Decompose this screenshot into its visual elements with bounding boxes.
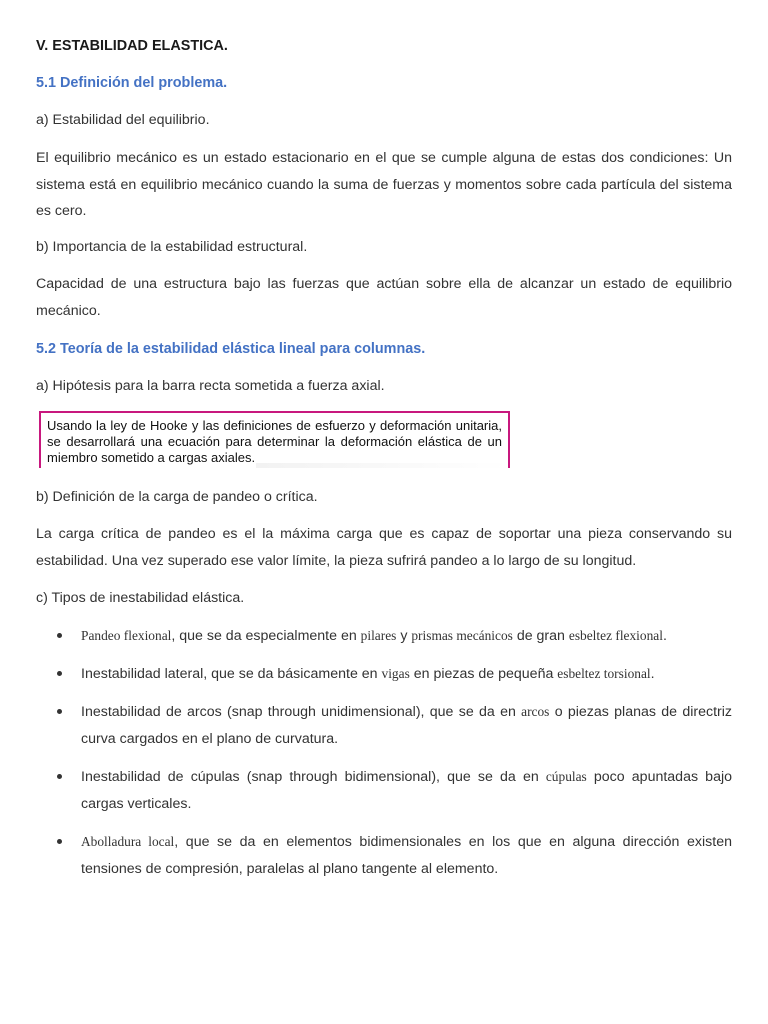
embedded-text-image bbox=[39, 411, 510, 468]
subheading-hypothesis: a) Hipótesis para la barra recta sometida a fuerza axial. bbox=[36, 378, 385, 394]
embedded-image-text: Usando la ley de Hooke y las definiciones de esfuerzo y deformación unitaria, se desarrollará una ecuación para determinar la deformación elástica de un miembro sometido a cargas axiales. bbox=[47, 418, 502, 465]
list-text: Inestabilidad de cúpulas (snap through bidimensional), que se da en bbox=[81, 769, 546, 785]
list-item bbox=[36, 828, 732, 883]
link-prismas-mecanicos[interactable]: prismas mecánicos bbox=[411, 628, 513, 643]
list-text: . bbox=[662, 628, 667, 644]
paragraph-structural-capacity: Capacidad de una estructura bajo las fuerzas que actúan sobre ella de alcanzar un estado de equilibrio mecánico. bbox=[36, 276, 732, 319]
list-item bbox=[36, 622, 732, 650]
section-heading-5-1: 5.1 Definición del problema. bbox=[36, 75, 228, 91]
link-esbeltez-flexional[interactable]: esbeltez flexional bbox=[568, 628, 663, 643]
bullet-icon bbox=[57, 774, 62, 779]
bullet-icon bbox=[57, 633, 62, 638]
list-item bbox=[36, 698, 732, 753]
list-text: Inestabilidad de arcos (snap through unidimensional), que se da en bbox=[81, 704, 522, 720]
bullet-icon bbox=[57, 709, 62, 714]
paragraph-critical-load: La carga crítica de pandeo es el la máxima carga que es capaz de soportar una pieza conservando su estabilidad. Una vez superado ese valor límite, la pieza sufrirá pandeo a lo largo de su longitud. bbox=[36, 526, 732, 569]
section-heading-5-2: 5.2 Teoría de la estabilidad elástica lineal para columnas. bbox=[36, 341, 426, 357]
subheading-stability-equilibrium: a) Estabilidad del equilibrio. bbox=[36, 112, 210, 128]
link-pandeo-flexional[interactable]: Pandeo flexional bbox=[81, 628, 172, 643]
link-esbeltez-torsional[interactable]: esbeltez torsional bbox=[557, 666, 651, 681]
list-text: en piezas de pequeña bbox=[409, 666, 558, 682]
list-text: de gran bbox=[512, 628, 569, 644]
link-arcos[interactable]: arcos bbox=[521, 704, 550, 719]
list-text: y bbox=[396, 628, 412, 644]
bullet-icon bbox=[57, 839, 62, 844]
subheading-buckling-load: b) Definición de la carga de pandeo o crítica. bbox=[36, 489, 318, 505]
image-bottom-shadow bbox=[256, 463, 508, 468]
bullet-icon bbox=[57, 671, 62, 676]
list-text: . bbox=[650, 666, 655, 682]
link-vigas[interactable]: vigas bbox=[381, 666, 410, 681]
list-text: Inestabilidad lateral, que se da básicamente en bbox=[81, 666, 382, 682]
list-text: , que se da en elementos bidimensionales en los que en alguna dirección existen tensiones de compresión, paralelas al plano tangente al elemento. bbox=[81, 834, 732, 877]
link-abolladura-local[interactable]: Abolladura local bbox=[81, 834, 175, 849]
link-cupulas[interactable]: cúpulas bbox=[545, 769, 587, 784]
paragraph-equilibrium: El equilibrio mecánico es un estado estacionario en el que se cumple alguna de estas dos condiciones: Un sistema está en equilibrio mecánico cuando la suma de fuerzas y momentos sobre cada partícula del sistema es cero. bbox=[36, 150, 732, 219]
document-title: V. ESTABILIDAD ELASTICA. bbox=[36, 38, 228, 54]
subheading-instability-types: c) Tipos de inestabilidad elástica. bbox=[36, 590, 245, 606]
list-item bbox=[36, 763, 732, 818]
list-text: poco apuntadas bajo cargas verticales. bbox=[81, 769, 732, 812]
subheading-structural-importance: b) Importancia de la estabilidad estructural. bbox=[36, 239, 308, 255]
link-pilares[interactable]: pilares bbox=[360, 628, 397, 643]
list-text: o piezas planas de directriz curva cargados en el plano de curvatura. bbox=[81, 704, 732, 747]
instability-types-list bbox=[36, 622, 732, 893]
list-item bbox=[36, 660, 732, 688]
list-text: , que se da especialmente en bbox=[171, 628, 361, 644]
